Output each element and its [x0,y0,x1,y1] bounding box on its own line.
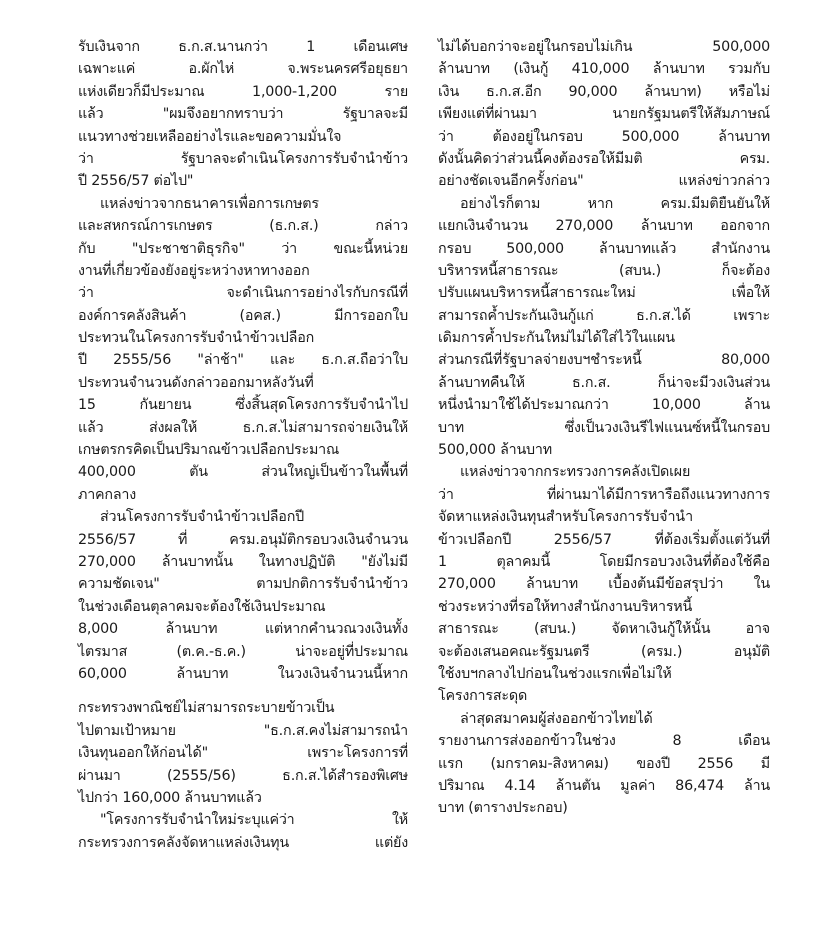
text-line: ปรับแผนบริหารหนี้สาธารณะใหม่ เพื่อให้ [438,285,770,302]
text-line: ข้าวเปลือกปี 2556/57 ที่ต้องเริ่มตั้งแต่วันที่ [438,531,770,548]
text-line: องค์การคลังสินค้า (อคส.) มีการออกใบ [78,307,408,324]
text-line: แรก (มกราคม-สิงหาคม) ของปี 2556 มี [438,755,770,772]
text-line: 270,000 ล้านบาท เบื้องต้นมีข้อสรุปว่า ใน [438,576,770,593]
text-line: กรอบ 500,000 ล้านบาทแล้ว สำนักงาน [438,240,770,257]
text-line: แห่งเดียวก็มีประมาณ 1,000-1,200 ราย [78,83,408,100]
text-line: แล้ว ส่งผลให้ ธ.ก.ส.ไม่สามารถจ่ายเงินให้ [78,419,408,436]
text-line: ปี 2555/56 "ล่าช้า" และ ธ.ก.ส.ถือว่าใบ [78,352,408,369]
text-line: กับ "ประชาชาติธุรกิจ" ว่า ขณะนี้หน่วย [78,240,408,257]
text-line: แหล่งข่าวจากกระทรวงการคลังเปิดเผย [460,464,691,481]
text-line: ดังนั้นคิดว่าส่วนนี้คงต้องรอให้มีมติ ครม. [438,150,770,167]
text-line: 270,000 ล้านบาทนั้น ในทางปฏิบัติ "ยังไม่มี [78,553,408,570]
text-line: ไปกว่า 160,000 ล้านบาทแล้ว [78,789,262,806]
text-line: บาท ซึ่งเป็นวงเงินรีไฟแนนซ์หนี้ในกรอบ [438,419,770,436]
text-line: รายงานการส่งออกข้าวในช่วง 8 เดือน [438,733,770,750]
text-line: เดิมการค้ำประกันใหม่ไม่ได้ใส่ไว้ในแผน [438,330,675,347]
text-line: ปริมาณ 4.14 ล้านตัน มูลค่า 86,474 ล้าน [438,777,770,794]
text-line: รับเงินจาก ธ.ก.ส.นานกว่า 1 เดือนเศษ [78,39,408,55]
text-line: แนวทางช่วยเหลืออย่างไรและขอความมั่นใจ [78,128,342,145]
text-line: แยกเงินจำนวน 270,000 ล้านบาท ออกจาก [438,218,770,235]
text-line: ความชัดเจน" ตามปกติการรับจำนำข้าว [78,576,408,593]
text-line: ปี 2556/57 ต่อไป" [78,173,194,190]
text-line: ว่า ต้องอยู่ในกรอบ 500,000 ล้านบาท [438,128,770,145]
text-line: 500,000 ล้านบาท [438,442,552,459]
text-line: ช่วงระหว่างที่รอให้ทางสำนักงานบริหารหนี้ [438,598,693,615]
text-line: 15 กันยายน ซึ่งสิ้นสุดโครงการรับจำนำไป [78,397,408,414]
right-column [438,36,770,820]
text-line: ไม่ได้บอกว่าจะอยู่ในกรอบไม่เกิน 500,000 [438,39,770,55]
text-line: บริหารหนี้สาธารณะ (สบน.) ก็จะต้อง [438,262,770,279]
text-line: 60,000 ล้านบาท ในวงเงินจำนวนนี้หาก [78,665,408,682]
text-line: ส่วนกรณีที่รัฐบาลจ่ายงบฯชำระหนี้ 80,000 [438,352,770,369]
text-line: กระทรวงการคลังจัดหาแหล่งเงินทุน แต่ยัง [78,834,408,851]
text-line: อย่างชัดเจนอีกครั้งก่อน" แหล่งข่าวกล่าว [438,173,770,190]
text-line: สาธารณะ (สบน.) จัดหาเงินกู้ให้นั้น อาจ [438,621,770,638]
text-line: เงิน ธ.ก.ส.อีก 90,000 ล้านบาท) หรือไม่ [438,83,770,100]
text-line: 1 ตุลาคมนี้ โดยมีกรอบวงเงินที่ต้องใช้คือ [438,553,770,570]
text-line: ว่า ที่ผ่านมาได้มีการหารือถึงแนวทางการ [438,486,770,503]
text-line: ล้านบาทคืนให้ ธ.ก.ส. ก็น่าจะมีวงเงินส่วน [438,374,770,391]
text-line: ประทวนในโครงการรับจำนำข้าวเปลือก [78,330,315,347]
text-line: จัดหาแหล่งเงินทุนสำหรับโครงการรับจำนำ [438,509,693,526]
text-line: 2556/57 ที่ ครม.อนุมัติกรอบวงเงินจำนวน [78,531,408,548]
text-line: ล้านบาท (เงินกู้ 410,000 ล้านบาท รวมกับ [438,61,770,78]
text-line: ผ่านมา (2555/56) ธ.ก.ส.ได้สำรองพิเศษ [78,767,408,784]
text-line: ภาคกลาง [78,486,137,503]
text-line: เพียงแต่ที่ผ่านมา นายกรัฐมนตรีให้สัมภาษณ์ [438,106,770,123]
text-line: ในช่วงเดือนตุลาคมจะต้องใช้เงินประมาณ [78,598,326,615]
text-line: 8,000 ล้านบาท แต่หากคำนวณวงเงินทั้ง [78,621,408,638]
text-line: อย่างไรก็ตาม หาก ครม.มีมติยืนยันให้ [460,195,770,212]
text-line: บาท (ตารางประกอบ) [438,800,568,817]
text-line: สามารถค้ำประกันเงินกู้แก่ ธ.ก.ส.ได้ เพราะ [438,307,770,324]
text-line: และสหกรณ์การเกษตร (ธ.ก.ส.) กล่าว [78,218,408,235]
text-line: แล้ว "ผมจึงอยากทราบว่า รัฐบาลจะมี [78,106,408,123]
text-line: ว่า จะดำเนินการอย่างไรกับกรณีที่ [78,285,408,302]
text-line: โครงการสะดุด [438,688,528,705]
text-line: ไตรมาส (ต.ค.-ธ.ค.) น่าจะอยู่ที่ประมาณ [78,643,408,660]
text-line: เงินทุนออกให้ก่อนได้" เพราะโครงการที่ [78,745,408,762]
text-line: ใช้งบฯกลางไปก่อนในช่วงแรกเพื่อไม่ให้ [438,665,672,682]
text-line: แหล่งข่าวจากธนาคารเพื่อการเกษตร [100,195,319,212]
text-line: เฉพาะแค่ อ.ผักไห่ จ.พระนครศรีอยุธยา [78,61,408,78]
column-break [78,685,408,697]
text-line: เกษตรกรคิดเป็นปริมาณข้าวเปลือกประมาณ [78,442,340,459]
text-line: 400,000 ตัน ส่วนใหญ่เป็นข้าวในพื้นที่ [78,464,408,481]
text-line: หนึ่งนำมาใช้ได้ประมาณกว่า 10,000 ล้าน [438,397,770,414]
text-line: "โครงการรับจำนำใหม่ระบุแค่ว่า ให้ [100,812,408,829]
text-line: ไปตามเป้าหมาย "ธ.ก.ส.คงไม่สามารถนำ [78,722,408,739]
left-column [78,36,408,854]
text-line: ว่า รัฐบาลจะดำเนินโครงการรับจำนำข้าว [78,150,408,167]
text-line: งานที่เกี่ยวข้องยังอยู่ระหว่างหาทางออก [78,262,310,279]
text-line: ส่วนโครงการรับจำนำข้าวเปลือกปี [100,509,305,526]
text-line: ประทวนจำนวนดังกล่าวออกมาหลังวันที่ [78,374,314,391]
text-line: กระทรวงพาณิชย์ไม่สามารถระบายข้าวเป็น [78,700,335,717]
text-line: ล่าสุดสมาคมผู้ส่งออกข้าวไทยได้ [460,710,653,727]
text-line: จะต้องเสนอคณะรัฐมนตรี (ครม.) อนุมัติ [438,643,770,660]
